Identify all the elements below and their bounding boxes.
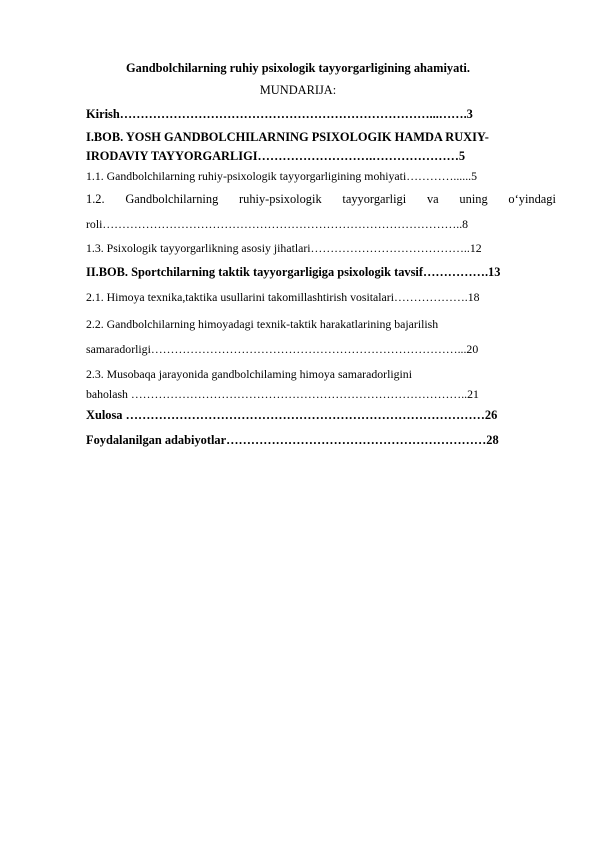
toc-word: va	[426, 192, 439, 206]
toc-entry-1-3: 1.3. Psixologik tayyorgarlikning asosiy jihatlari…………………………………..12	[86, 241, 482, 255]
toc-entry-2-1: 2.1. Himoya texnika,taktika usullarini takomillashtirish vositalari……………….18	[86, 290, 480, 304]
toc-entry-xulosa: Xulosa ……………………………………………………………………………26	[86, 408, 498, 422]
toc-entry-chapter-1-line-1: I.BOB. YOSH GANDBOLCHILARNING PSIXOLOGIK HAMDA RUXIY-	[86, 130, 489, 144]
toc-word: tayyorgarligi	[342, 192, 407, 206]
toc-word: Gandbolchilarning	[125, 192, 219, 206]
toc-entry-2-2-line-2: samaradorligi……………………………………………………………………...20	[86, 342, 479, 356]
toc-entry-2-2-line-1: 2.2. Gandbolchilarning himoyadagi texnik-taktik harakatlarining bajarilish	[86, 317, 439, 331]
toc-entry-chapter-1-line-2: IRODAVIY TAYYORGARLIGI……………………….…………………5	[86, 149, 466, 163]
toc-entry-kirish: Kirish…………………………………………………………………...…….3	[86, 107, 473, 121]
toc-entry-chapter-2: II.BOB. Sportchilarning taktik tayyorgarligiga psixologik tavsif…………….13	[86, 265, 501, 279]
toc-word: 1.2.	[86, 192, 105, 206]
toc-word: ruhiy-psixologik	[239, 192, 322, 206]
toc-heading: MUNDARIJA:	[259, 83, 337, 97]
document-title: Gandbolchilarning ruhiy psixologik tayyorgarligining ahamiyati.	[126, 61, 470, 75]
toc-word: o‘yindagi	[508, 192, 556, 206]
toc-entry-references: Foydalanilgan adabiyotlar………………………………………………………28	[86, 433, 499, 447]
toc-entry-1-1: 1.1. Gandbolchilarning ruhiy-psixologik tayyorgarligining mohiyati…………......5	[86, 169, 478, 183]
toc-word: uning	[459, 192, 488, 206]
toc-entry-1-2-line-2: roli………………………………………………………………………………..8	[86, 217, 469, 231]
toc-entry-1-2-line-1	[86, 191, 556, 207]
toc-entry-2-3-line-1: 2.3. Musobaqa jarayonida gandbolchilaming himoya samaradorligini	[86, 367, 412, 381]
toc-entry-2-3-line-2: baholash …………………………………………………………………………..21	[86, 387, 479, 401]
